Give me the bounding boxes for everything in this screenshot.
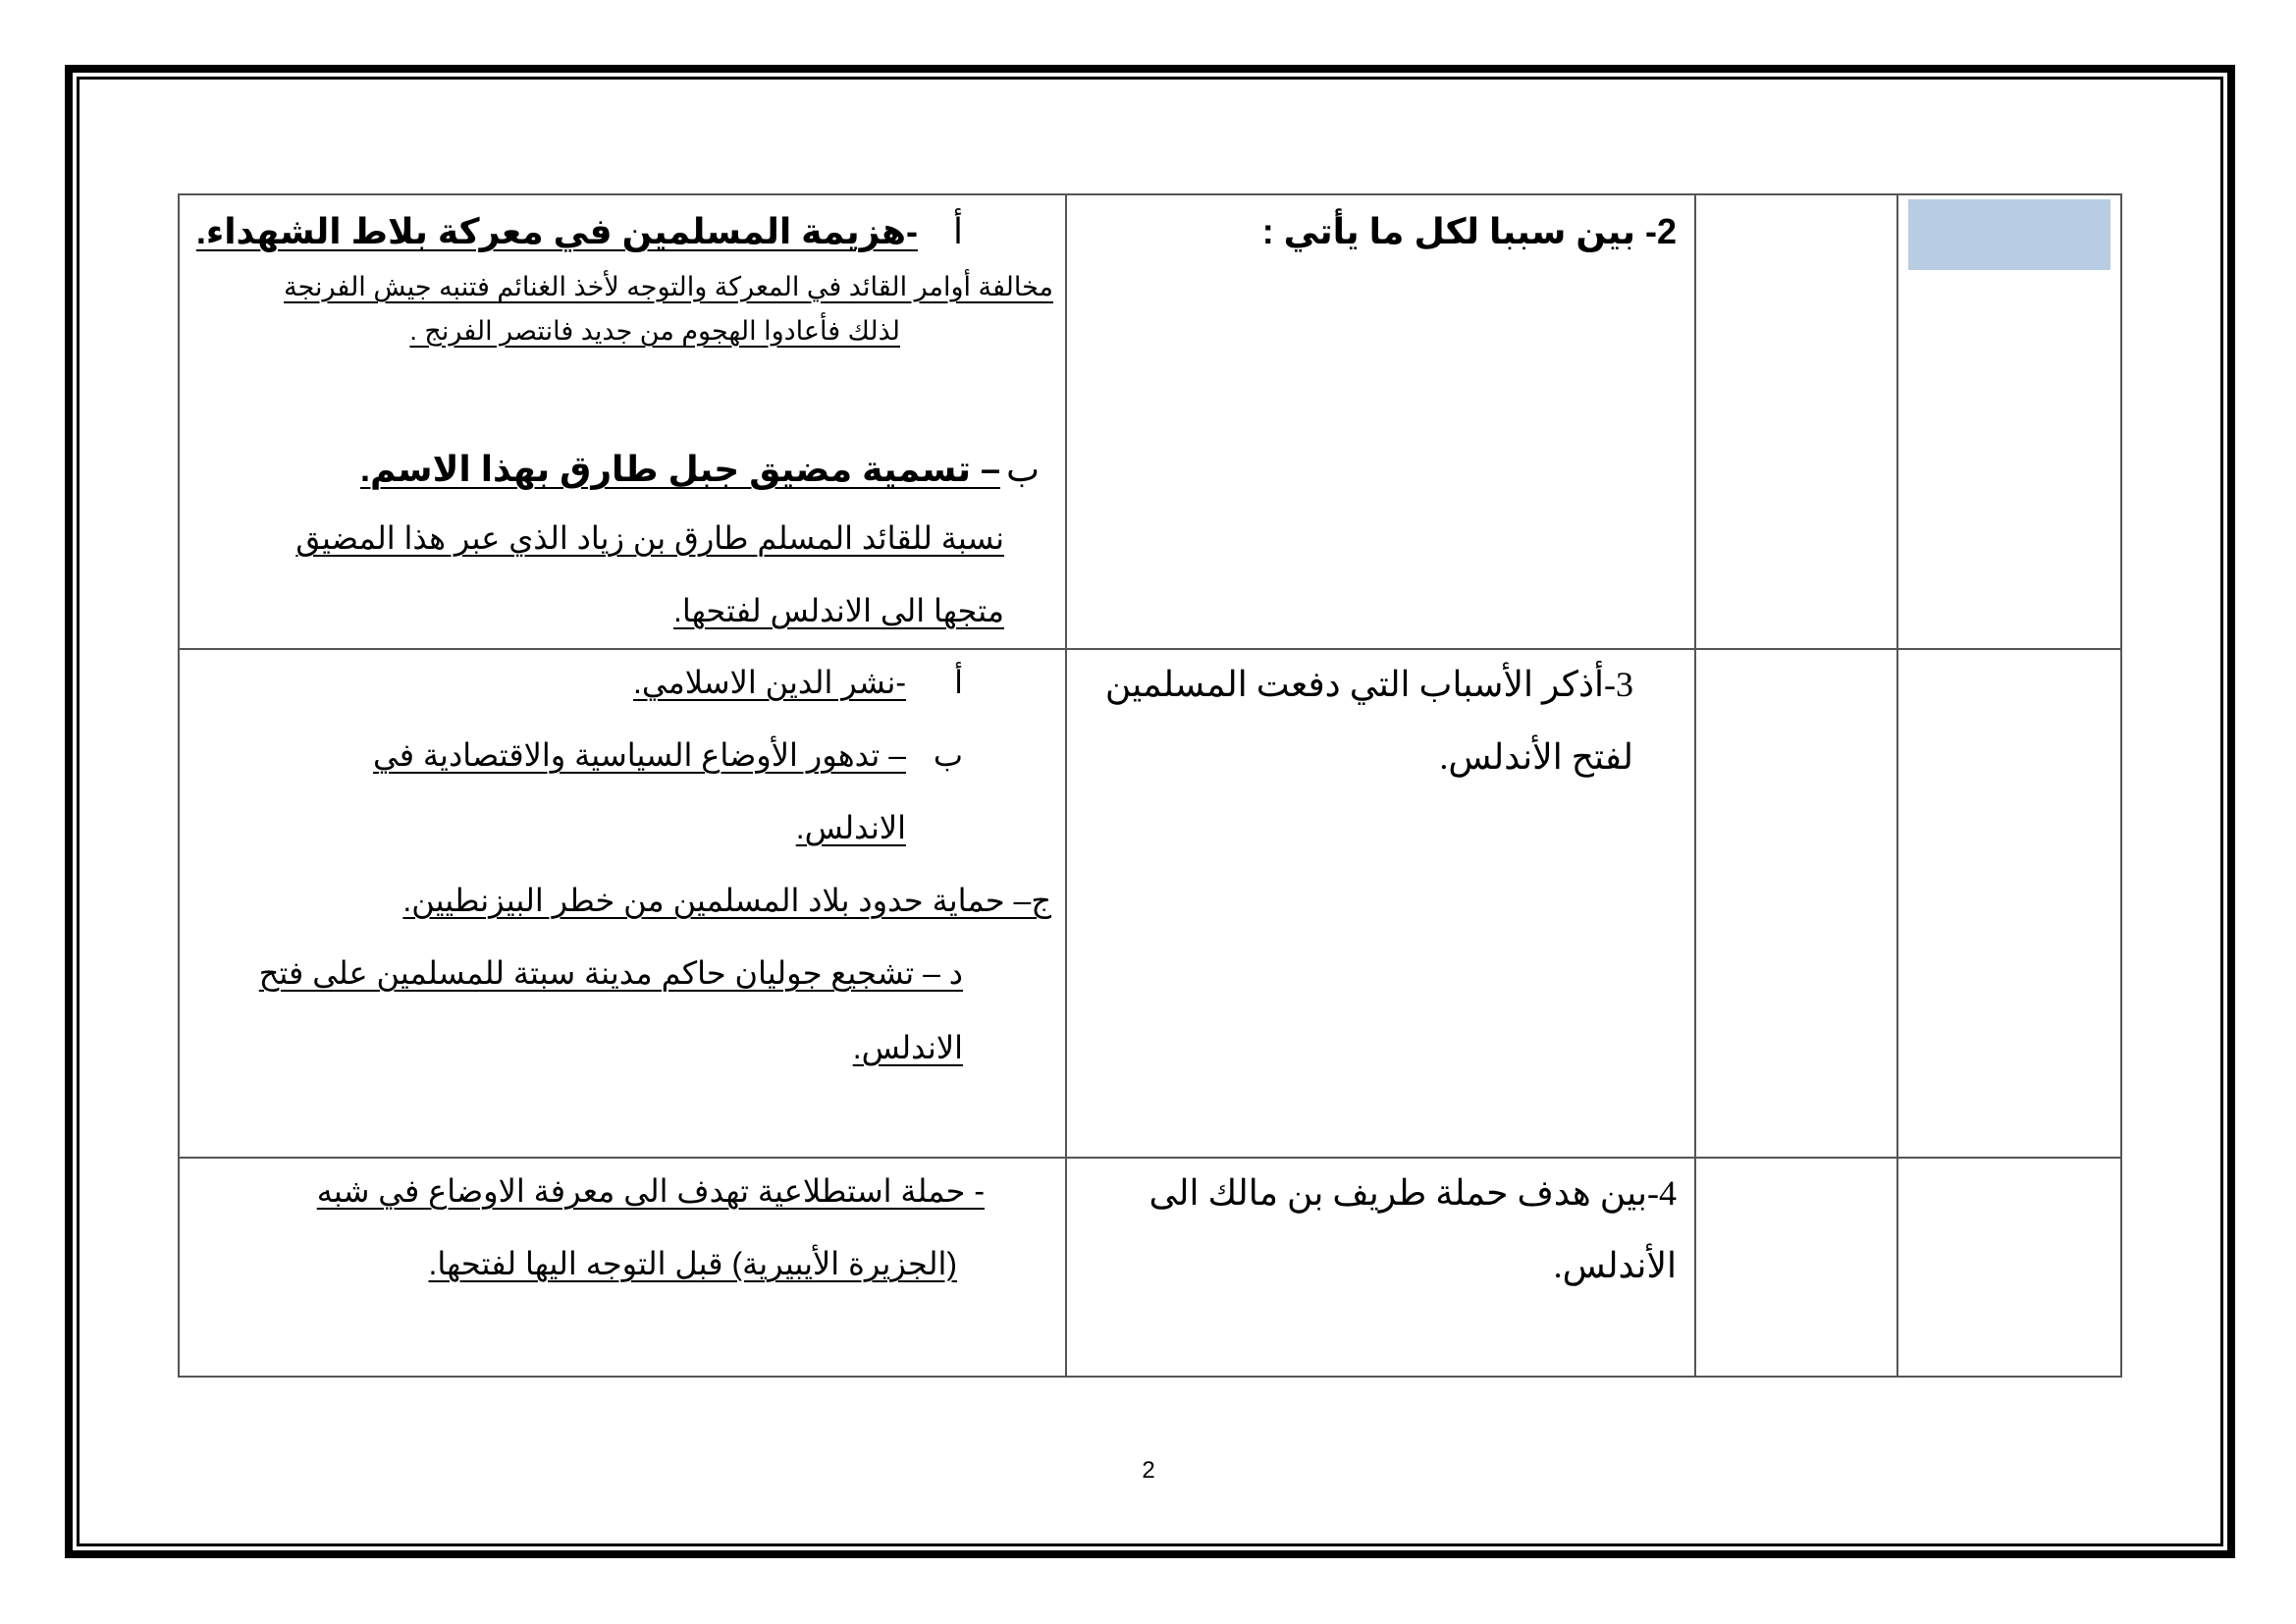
answer-cell (179, 1158, 1066, 1377)
empty-cell (1695, 649, 1897, 1158)
score-cell (1897, 649, 2121, 1158)
part-letter: ب (933, 737, 963, 773)
answer-text: -نشر الدين الاسلامي. (633, 665, 906, 700)
answer-text: الاندلس. (852, 1030, 963, 1065)
score-cell (1897, 1158, 2121, 1377)
part-letter: أ (954, 665, 963, 700)
page-number: 2 (1142, 1457, 1155, 1484)
questions-table (178, 193, 2122, 1378)
question-text: 3-أذكر الأسباب التي دفعت المسلمين (1104, 665, 1633, 704)
answer-text: ج– حماية حدود بلاد المسلمين من خطر البيزنطيين. (402, 883, 1051, 918)
answer-heading: -هزيمة المسلمين في معركة بلاط الشهداء. (195, 211, 918, 251)
score-cell (1897, 194, 2121, 649)
answer-text: (الجزيرة الأيبيرية) قبل التوجه اليها لفتحها. (428, 1246, 957, 1281)
answer-text: نسبة للقائد المسلم طارق بن زياد الذي عبر هذا المضيق (295, 520, 1004, 556)
answer-text: – تدهور الأوضاع السياسية والاقتصادية في (373, 737, 906, 773)
question-cell (1066, 194, 1695, 649)
question-text: لفتح الأندلس. (1439, 737, 1633, 777)
question-cell (1066, 649, 1695, 1158)
answer-cell (179, 649, 1066, 1158)
answer-text: الاندلس. (795, 810, 906, 845)
answer-text: لذلك فأعادوا الهجوم من جديد فانتصر الفرنج . (409, 316, 900, 346)
answer-text: متجها الى الاندلس لفتحها. (673, 593, 1004, 628)
shaded-block (1908, 199, 2110, 270)
table-row (179, 1158, 2121, 1377)
answer-cell (179, 194, 1066, 649)
answer-heading: – تسمية مضيق جبل طارق بهذا الاسم. (359, 449, 1000, 489)
question-text: 4-بين هدف حملة طريف بن مالك الى (1148, 1173, 1677, 1213)
answer-text: د – تشجيع جوليان حاكم مدينة سبتة للمسلمين على فتح (258, 955, 963, 991)
answer-text: - حملة استطلاعية تهدف الى معرفة الاوضاع في شبه (316, 1173, 985, 1209)
part-letter: ب (1006, 449, 1040, 489)
question-cell (1066, 1158, 1695, 1377)
part-letter: أ (952, 211, 963, 251)
empty-cell (1695, 1158, 1897, 1377)
question-text: 2- بين سببا لكل ما يأتي : (1261, 211, 1677, 251)
question-text: الأندلس. (1553, 1246, 1677, 1285)
table-row (179, 194, 2121, 649)
answer-text: مخالفة أوامر القائد في المعركة والتوجه لأخذ الغنائم فتنبه جيش الفرنجة (284, 272, 1053, 301)
empty-cell (1695, 194, 1897, 649)
table-row (179, 649, 2121, 1158)
